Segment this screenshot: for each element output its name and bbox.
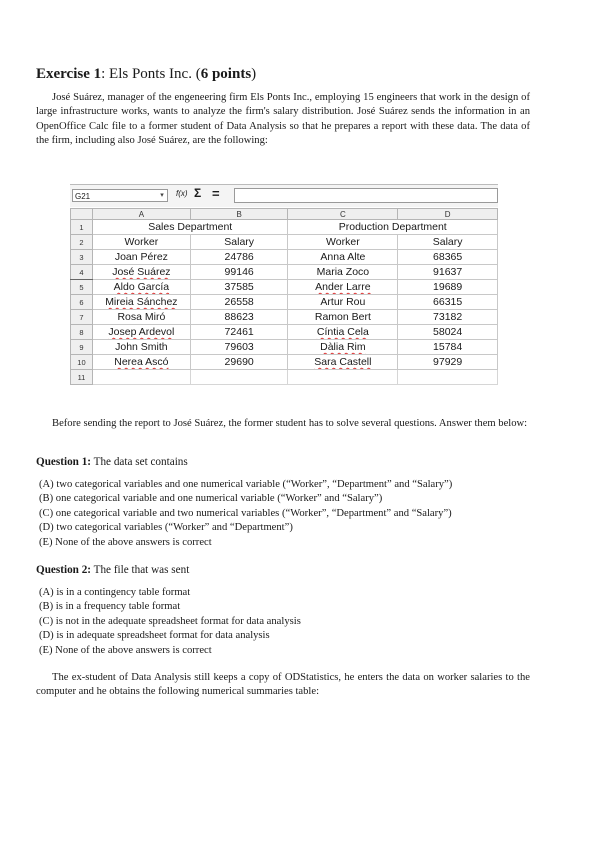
answer-option[interactable]: (A) two categorical variables and one numerical variable (“Worker”, “Department” and “Salary”) xyxy=(39,479,453,490)
cell[interactable]: 97929 xyxy=(398,355,498,370)
cell[interactable]: 58024 xyxy=(398,325,498,340)
cell[interactable]: Aldo García xyxy=(92,280,190,295)
cell[interactable]: Sales Department xyxy=(92,220,288,235)
formula-input[interactable] xyxy=(234,188,498,203)
column-header[interactable]: A xyxy=(92,209,190,220)
column-header[interactable]: D xyxy=(398,209,498,220)
cell[interactable]: 19689 xyxy=(398,280,498,295)
table-row xyxy=(71,250,498,265)
chevron-down-icon[interactable]: ▾ xyxy=(160,192,164,199)
cell[interactable]: Salary xyxy=(190,235,288,250)
cell[interactable]: Mireia Sánchez xyxy=(92,295,190,310)
sum-icon[interactable]: Σ xyxy=(194,186,202,200)
cell[interactable]: Worker xyxy=(92,235,190,250)
table-row xyxy=(71,325,498,340)
answer-option[interactable]: (E) None of the above answers is correct xyxy=(39,644,212,656)
cell[interactable]: Josep Ardevol xyxy=(92,325,190,340)
cell[interactable]: Nerea Ascó xyxy=(92,355,190,370)
question-text: The data set contains xyxy=(93,456,188,468)
cell[interactable]: 26558 xyxy=(190,295,288,310)
cell[interactable]: 68365 xyxy=(398,250,498,265)
cell[interactable]: 66315 xyxy=(398,295,498,310)
table-row xyxy=(71,235,498,250)
cell[interactable]: 73182 xyxy=(398,310,498,325)
cell[interactable]: 79603 xyxy=(190,340,288,355)
cell[interactable] xyxy=(398,370,498,385)
cell[interactable]: 88623 xyxy=(190,310,288,325)
table-row xyxy=(71,370,498,385)
answer-option[interactable]: (B) one categorical variable and one numerical variable (“Worker” and “Salary”) xyxy=(39,493,383,505)
corner-cell[interactable] xyxy=(71,209,93,220)
answer-option[interactable]: (D) is in adequate spreadsheet format for data analysis xyxy=(39,630,270,642)
formula-toolbar xyxy=(70,184,498,207)
cell[interactable]: Production Department xyxy=(288,220,498,235)
table-row xyxy=(71,265,498,280)
answer-option[interactable]: (E) None of the above answers is correct xyxy=(39,536,212,548)
answer-option[interactable]: (B) is in a frequency table format xyxy=(39,601,181,613)
cell[interactable]: Cíntia Cela xyxy=(288,325,398,340)
answer-option[interactable]: (C) one categorical variable and two numerical variables (“Worker”, “Department” and “Salary”) xyxy=(39,507,452,519)
row-header[interactable]: 1 xyxy=(71,220,93,235)
cell-grid xyxy=(70,208,498,385)
table-row xyxy=(71,280,498,295)
column-header[interactable]: C xyxy=(288,209,398,220)
cell[interactable]: Ramon Bert xyxy=(288,310,398,325)
question-text: The file that was sent xyxy=(93,564,190,576)
cell[interactable]: José Suárez xyxy=(92,265,190,280)
cell[interactable]: Ander Larre xyxy=(288,280,398,295)
answer-options xyxy=(36,586,530,658)
cell[interactable] xyxy=(92,370,190,385)
cell[interactable] xyxy=(190,370,288,385)
name-box[interactable]: G21 xyxy=(72,189,168,202)
cell[interactable]: Artur Rou xyxy=(288,295,398,310)
function-wizard-icon[interactable]: f(x) xyxy=(176,189,188,198)
row-header[interactable]: 7 xyxy=(71,310,93,325)
cell[interactable]: Rosa Miró xyxy=(92,310,190,325)
row-header[interactable]: 8 xyxy=(71,325,93,340)
cell[interactable]: 37585 xyxy=(190,280,288,295)
table-row xyxy=(71,295,498,310)
row-header[interactable]: 6 xyxy=(71,295,93,310)
exercise-block xyxy=(36,66,530,148)
cell[interactable]: 91637 xyxy=(398,265,498,280)
row-header[interactable]: 11 xyxy=(71,370,93,385)
after-table-text: Before sending the report to José Suárez, the former student has to solve several questions. Answer them below: xyxy=(52,418,528,429)
table-row xyxy=(71,340,498,355)
column-header-row xyxy=(71,209,498,220)
row-header[interactable]: 5 xyxy=(71,280,93,295)
answer-option[interactable]: (D) two categorical variables (“Worker” and “Department”) xyxy=(39,522,293,534)
question-label: Question 1: xyxy=(36,456,92,468)
cell[interactable]: Salary xyxy=(398,235,498,250)
cell[interactable]: 29690 xyxy=(190,355,288,370)
cell[interactable]: Sara Castell xyxy=(288,355,398,370)
exercise-intro: José Suárez, manager of the engeneering firm Els Ponts Inc., employing 15 engineers that work in the design of large infrastructure works, wants to analyze the firm's salary distribution. José Suárez sends the information in an OpenOffice Calc file to a former student of Data Analysis so that he prepares a report with these data. The data of the firm, including also José Suárez, are the following: xyxy=(36,92,530,146)
row-header[interactable]: 3 xyxy=(71,250,93,265)
row-header[interactable]: 4 xyxy=(71,265,93,280)
cell[interactable] xyxy=(288,370,398,385)
cell[interactable]: 24786 xyxy=(190,250,288,265)
cell[interactable]: Worker xyxy=(288,235,398,250)
cell[interactable]: Dàlia Rim xyxy=(288,340,398,355)
row-header[interactable]: 9 xyxy=(71,340,93,355)
question-2 xyxy=(36,564,530,658)
spreadsheet xyxy=(70,184,498,394)
question-1 xyxy=(36,456,530,550)
closing-text: The ex-student of Data Analysis still keeps a copy of ODStatistics, he enters the data on worker salaries to the computer and he obtains the following numerical summaries table: xyxy=(36,672,530,698)
answer-option[interactable]: (A) is in a contingency table format xyxy=(39,587,191,598)
cell[interactable]: Joan Pérez xyxy=(92,250,190,265)
cell[interactable]: John Smith xyxy=(92,340,190,355)
answer-options xyxy=(36,478,530,550)
table-row xyxy=(71,220,498,235)
column-header[interactable]: B xyxy=(190,209,288,220)
row-header[interactable]: 10 xyxy=(71,355,93,370)
cell[interactable]: 15784 xyxy=(398,340,498,355)
table-row xyxy=(71,310,498,325)
formula-icon[interactable]: = xyxy=(212,186,220,201)
answer-option[interactable]: (C) is not in the adequate spreadsheet format for data analysis xyxy=(39,615,301,627)
row-header[interactable]: 2 xyxy=(71,235,93,250)
table-row xyxy=(71,355,498,370)
cell[interactable]: 72461 xyxy=(190,325,288,340)
cell[interactable]: 99146 xyxy=(190,265,288,280)
exercise-title: Exercise 1: Els Ponts Inc. (6 points) xyxy=(36,66,257,82)
cell[interactable]: Maria Zoco xyxy=(288,265,398,280)
cell[interactable]: Anna Alte xyxy=(288,250,398,265)
question-label: Question 2: xyxy=(36,564,92,576)
